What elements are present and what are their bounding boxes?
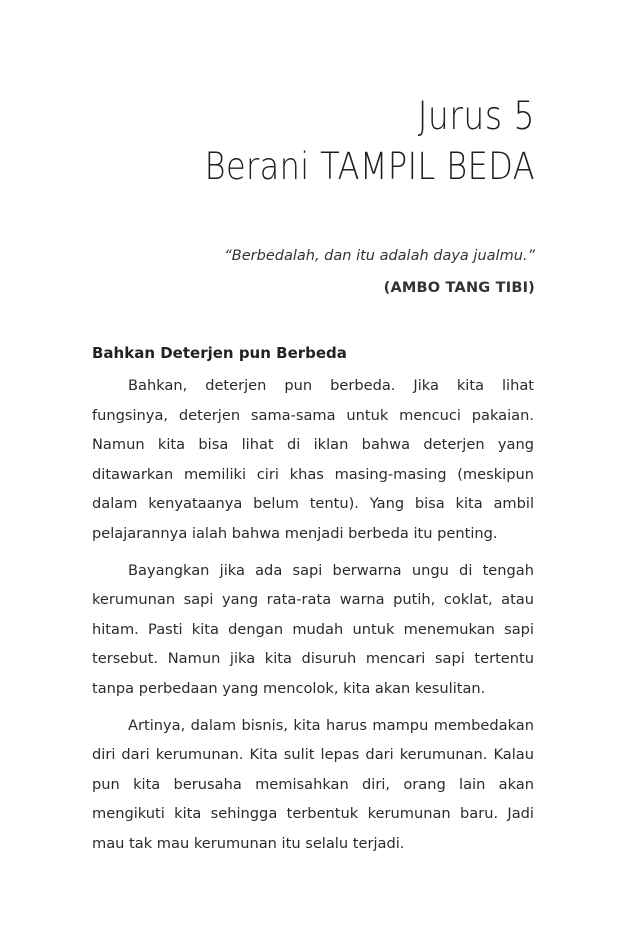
paragraph-3: Artinya, dalam bisnis, kita harus mampu membedakan diri dari kerumunan. Kita sulit lepas dari kerumunan. Kalau pun kita berusaha memisahkan diri, orang lain akan mengikuti kita sehingga terbentuk kerumunan baru. Jadi mau tak mau kerumunan itu selalu terjadi. bbox=[92, 716, 534, 852]
epigraph-author: (AMBO TANG TIBI) bbox=[383, 280, 535, 296]
paragraph-2: Bayangkan jika ada sapi berwarna ungu di tengah kerumunan sapi yang rata-rata warna putih, coklat, atau hitam. Pasti kita dengan mudah untuk menemukan sapi tersebut. Namun jika kita disuruh mencari sapi tertentu tanpa perbedaan yang mencolok, kita akan kesulitan. bbox=[92, 561, 534, 697]
epigraph bbox=[224, 247, 535, 297]
paragraph-1: Bahkan, deterjen pun berbeda. Jika kita lihat fungsinya, deterjen sama-sama untuk mencuci pakaian. Namun kita bisa lihat di iklan bahwa deterjen yang ditawarkan memiliki ciri khas masing-masing (meskipun dalam kenyataanya belum tentu). Yang bisa kita ambil pelajarannya ialah bahwa menjadi berbeda itu penting. bbox=[92, 377, 534, 542]
epigraph-quote: “Berbedalah, dan itu adalah daya jualmu.” bbox=[224, 248, 535, 264]
chapter-number: Jurus 5 bbox=[417, 92, 535, 139]
section-body bbox=[92, 339, 534, 866]
section-heading: Bahkan Deterjen pun Berbeda bbox=[92, 344, 347, 362]
chapter-title: Berani TAMPIL BEDA bbox=[204, 143, 535, 189]
chapter-header bbox=[204, 92, 535, 189]
